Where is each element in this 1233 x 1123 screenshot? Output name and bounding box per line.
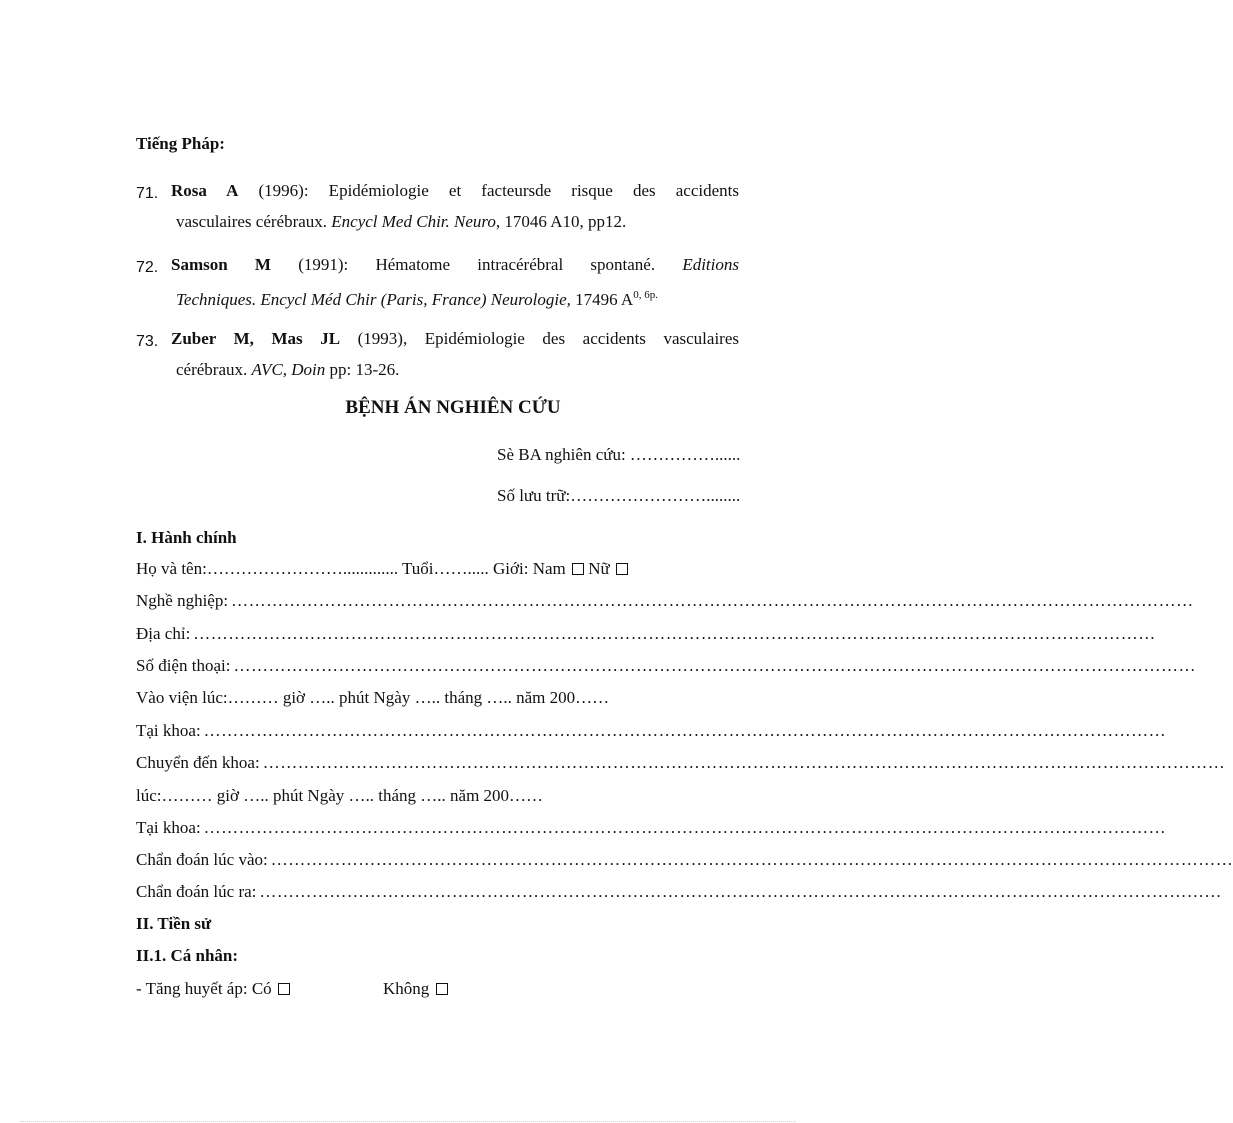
transfer-department-label: Chuyển đến khoa: bbox=[136, 753, 260, 772]
name-age-gender-row bbox=[136, 559, 628, 579]
female-checkbox[interactable] bbox=[616, 563, 628, 575]
address-field[interactable] bbox=[136, 624, 1156, 646]
department-label: Tại khoa: bbox=[136, 818, 201, 837]
fill-line: ………………………………………………………………………………………………………………………………………………… bbox=[270, 850, 1233, 869]
reference-text: (1996): Epidémiologie et facteursde risque des accidents bbox=[238, 181, 740, 200]
reference-text: , 17046 A10, pp12. bbox=[495, 212, 627, 231]
fill-line: ………………………………………………………………………………………………………………………………………………… bbox=[233, 656, 1196, 675]
phone-label: Số điện thoại: bbox=[136, 656, 231, 675]
gender-male-label: Giới: Nam bbox=[493, 559, 571, 578]
reference-text: (1993), Epidémiologie des accidents vasculaires bbox=[340, 329, 739, 348]
no-label: Không bbox=[383, 979, 434, 998]
reference-text: vasculaires cérébraux. bbox=[176, 212, 332, 231]
fill-line: ………………………………………………………………………………………………………………………………………………… bbox=[203, 818, 1167, 837]
hypertension-no-checkbox[interactable] bbox=[436, 983, 448, 995]
hypertension-row bbox=[136, 979, 290, 999]
name-label: Họ và tên:……………………............. bbox=[136, 559, 399, 578]
department-label: Tại khoa: bbox=[136, 721, 201, 740]
reference-line-2 bbox=[176, 206, 626, 237]
reference-text: cérébraux. bbox=[176, 360, 252, 379]
hypertension-label: - Tăng huyết áp: Có bbox=[136, 979, 276, 998]
reference-text: (1991): Hématome intracérébral spontané. bbox=[270, 255, 683, 274]
reference-author: Zuber M, Mas JL bbox=[171, 329, 341, 348]
reference-number: 72. bbox=[136, 259, 159, 276]
reference-journal: Techniques. Encycl Méd Chir (Paris, France) Neurologie, bbox=[176, 290, 571, 309]
discharge-diagnosis-field[interactable] bbox=[136, 882, 1222, 904]
reference-line-1 bbox=[171, 249, 739, 280]
hypertension-yes-checkbox[interactable] bbox=[278, 983, 290, 995]
section-french-heading: Tiếng Pháp: bbox=[136, 134, 225, 153]
research-record-number: Sè BA nghiên cứu: ……………...... bbox=[497, 445, 741, 464]
fill-line: ………………………………………………………………………………………………………………………………………………… bbox=[231, 591, 1194, 610]
reference-superscript: 0, 6p. bbox=[633, 289, 658, 301]
section-administrative-heading: I. Hành chính bbox=[136, 528, 237, 547]
page-bottom-rule bbox=[20, 1121, 796, 1122]
occupation-label: Nghề nghiệp: bbox=[136, 591, 229, 610]
reference-72 bbox=[136, 249, 739, 311]
reference-73 bbox=[136, 323, 739, 385]
reference-line-2 bbox=[176, 354, 399, 385]
reference-number: 71. bbox=[136, 185, 159, 202]
department-field-2[interactable] bbox=[136, 818, 1167, 840]
reference-number: 73. bbox=[136, 333, 159, 350]
reference-line-2 bbox=[176, 280, 658, 315]
gender-female-label: Nữ bbox=[584, 559, 615, 578]
fill-line: ………………………………………………………………………………………………………………………………………………… bbox=[203, 721, 1167, 740]
age-label: Tuổi……..... bbox=[398, 559, 494, 578]
phone-field[interactable] bbox=[136, 656, 1196, 678]
section-history-heading: II. Tiền sử bbox=[136, 914, 212, 933]
section-personal-history-heading: II.1. Cá nhân: bbox=[136, 946, 239, 965]
form-title: BỆNH ÁN NGHIÊN CỨU bbox=[345, 397, 561, 418]
male-checkbox[interactable] bbox=[572, 563, 584, 575]
reference-author: Rosa A bbox=[171, 181, 239, 200]
transfer-department-field[interactable] bbox=[136, 753, 1226, 775]
reference-journal: Editions bbox=[682, 255, 739, 274]
reference-journal: Encycl Med Chir. Neuro bbox=[331, 212, 496, 231]
department-field-1[interactable] bbox=[136, 721, 1167, 743]
reference-text: pp: 13-26. bbox=[325, 360, 400, 379]
reference-journal: AVC, Doin bbox=[251, 360, 326, 379]
admission-time-row[interactable]: Vào viện lúc:……… giờ ….. phút Ngày ….. tháng ….. năm 200…… bbox=[136, 688, 610, 707]
occupation-field[interactable] bbox=[136, 591, 1194, 613]
reference-line-1 bbox=[171, 323, 739, 354]
fill-line: ………………………………………………………………………………………………………………………………………………… bbox=[262, 753, 1226, 772]
admission-diagnosis-label: Chẩn đoán lúc vào: bbox=[136, 850, 268, 869]
reference-line-1 bbox=[171, 175, 739, 206]
discharge-diagnosis-label: Chẩn đoán lúc ra: bbox=[136, 882, 257, 901]
transfer-time-row[interactable]: lúc:……… giờ ….. phút Ngày ….. tháng ….. năm 200…… bbox=[136, 786, 544, 805]
fill-line: ………………………………………………………………………………………………………………………………………………… bbox=[193, 624, 1156, 643]
hypertension-no-option bbox=[383, 979, 448, 999]
address-label: Địa chỉ: bbox=[136, 624, 191, 643]
fill-line: ………………………………………………………………………………………………………………………………………………… bbox=[259, 882, 1222, 901]
reference-71 bbox=[136, 175, 739, 237]
reference-text: 17496 A bbox=[570, 290, 634, 309]
admission-diagnosis-field[interactable] bbox=[136, 850, 1233, 872]
archive-number: Số lưu trữ:……………………........ bbox=[497, 486, 741, 505]
reference-author: Samson M bbox=[171, 255, 271, 274]
